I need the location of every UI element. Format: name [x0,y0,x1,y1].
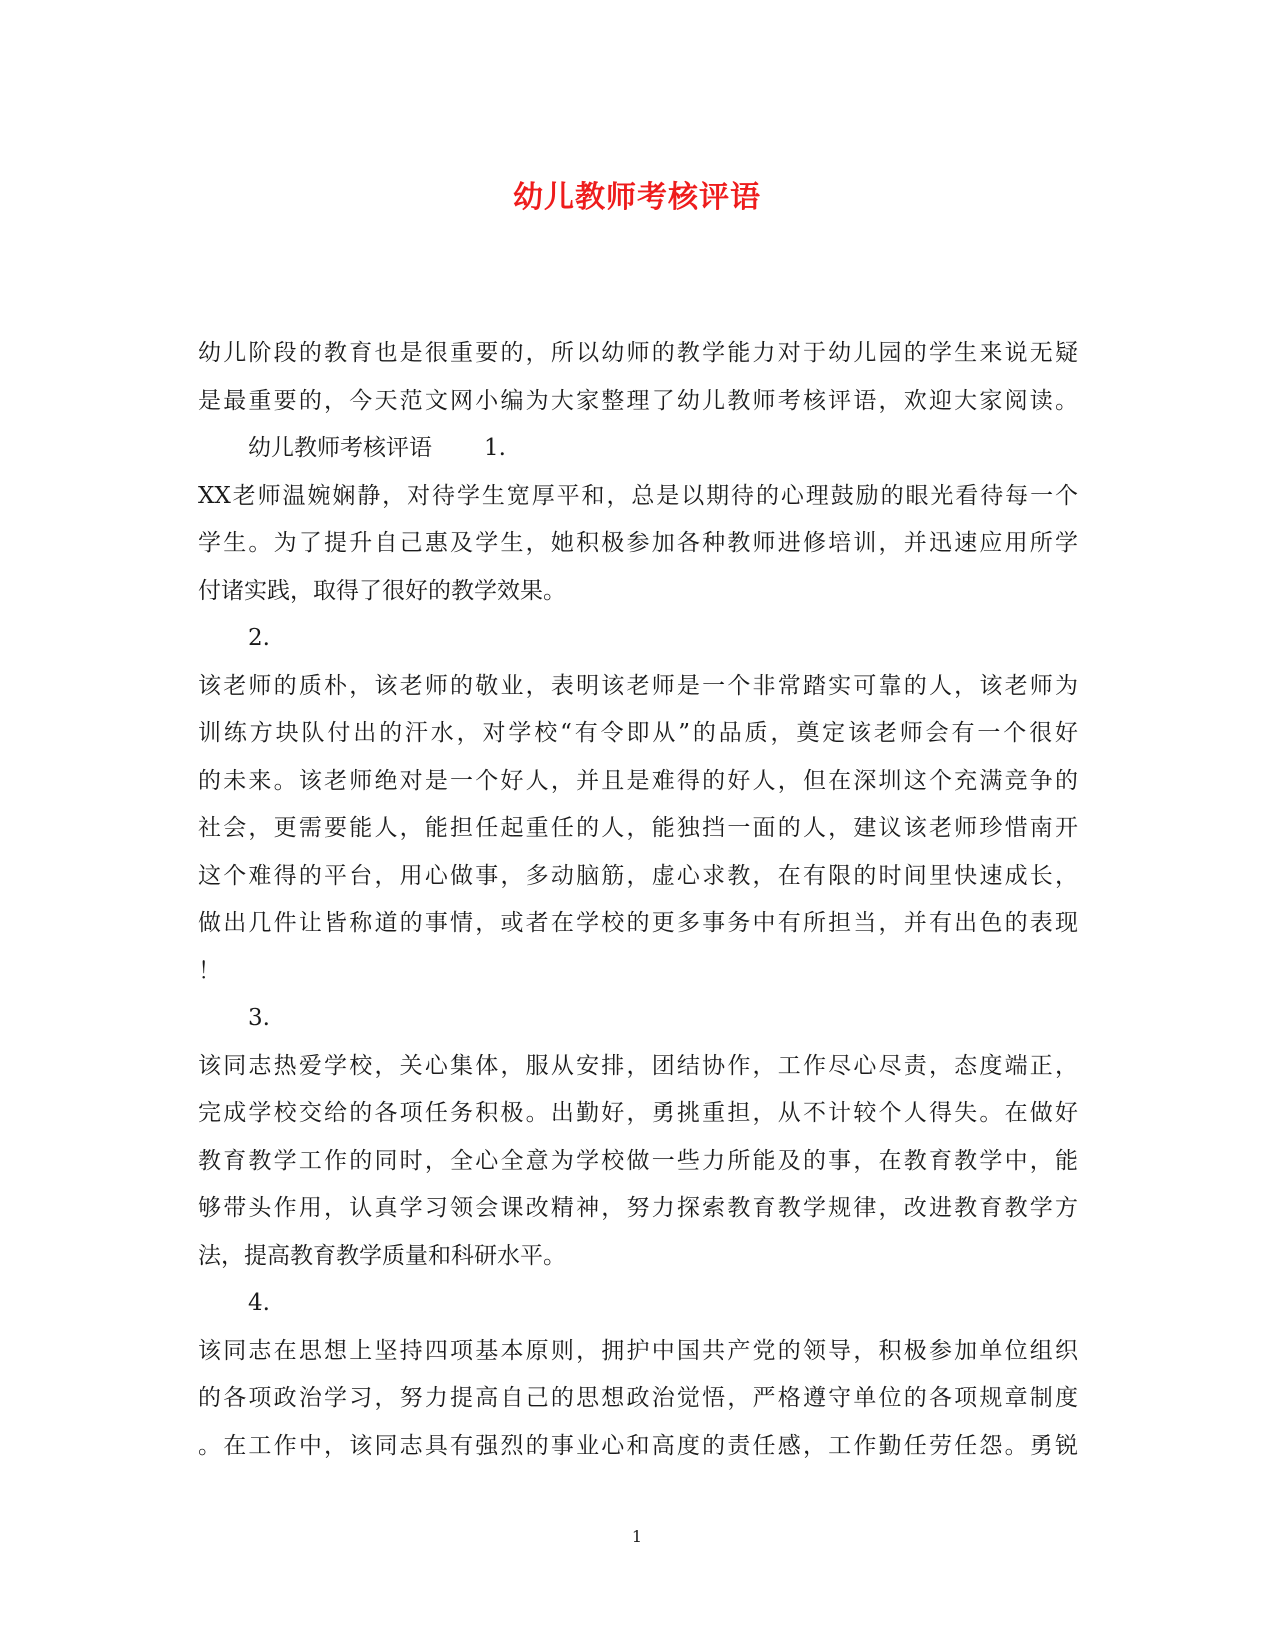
item-2-line-3: 的未来。该老师绝对是一个好人，并且是难得的好人，但在深圳这个充满竞争的 [198,767,1078,794]
item-3-number: 3. [248,1005,270,1031]
item-1-number: 1. [484,435,506,461]
item-2-line-7: ！ [198,957,221,984]
section-heading-line [198,425,1078,473]
item-1-line-3: 付诸实践，取得了很好的教学效果。 [198,577,566,604]
item-4-number: 4. [248,1290,270,1316]
item-3-line-4: 够带头作用，认真学习领会课改精神，努力探索教育教学规律，改进教育教学方 [198,1195,1078,1221]
page-number: 1 [631,1527,643,1546]
item-1-line-1: XX老师温婉娴静，对待学生宽厚平和，总是以期待的心理鼓励的眼光看待每一个 [198,482,1078,509]
item-2-line-4: 社会，更需要能人，能担任起重任的人，能独挡一面的人，建议该老师珍惜南开 [198,815,1078,841]
item-3-line-5: 法，提高教育教学质量和科研水平。 [198,1242,566,1269]
document-body [198,330,1078,1470]
intro-line-2: 是最重要的，今天范文网小编为大家整理了幼儿教师考核评语，欢迎大家阅读。 [198,387,1078,414]
document-title: 幼儿教师考核评语 [513,180,761,215]
item-2-line-2: 训练方块队付出的汗水，对学校“有令即从”的品质，奠定该老师会有一个很好 [198,720,1078,746]
item-2-line-6: 做出几件让皆称道的事情，或者在学校的更多事务中有所担当，并有出色的表现 [198,910,1078,936]
item-3-line-2: 完成学校交给的各项任务积极。出勤好，勇挑重担，从不计较个人得失。在做好 [198,1100,1078,1126]
item-2-line-5: 这个难得的平台，用心做事，多动脑筋，虚心求教，在有限的时间里快速成长， [198,862,1078,889]
item-3-line-3: 教育教学工作的同时，全心全意为学校做一些力所能及的事，在教育教学中，能 [198,1147,1078,1174]
item-2-line-1: 该老师的质朴，该老师的敬业，表明该老师是一个非常踏实可靠的人，该老师为 [198,672,1078,699]
intro-line-1: 幼儿阶段的教育也是很重要的，所以幼师的教学能力对于幼儿园的学生来说无疑 [198,340,1078,366]
item-2-number: 2. [248,625,270,651]
item-4-line-3: 。在工作中，该同志具有强烈的事业心和高度的责任感，工作勤任劳任怨。勇锐 [198,1432,1078,1459]
item-1-line-2: 学生。为了提升自己惠及学生，她积极参加各种教师进修培训，并迅速应用所学 [198,530,1078,556]
item-4-line-2: 的各项政治学习，努力提高自己的思想政治觉悟，严格遵守单位的各项规章制度 [198,1385,1078,1411]
section-heading: 幼儿教师考核评语 [248,435,432,461]
item-4-line-1: 该同志在思想上坚持四项基本原则，拥护中国共产党的领导，积极参加单位组织 [198,1337,1078,1364]
item-3-line-1: 该同志热爱学校，关心集体，服从安排，团结协作，工作尽心尽责，态度端正， [198,1052,1078,1079]
